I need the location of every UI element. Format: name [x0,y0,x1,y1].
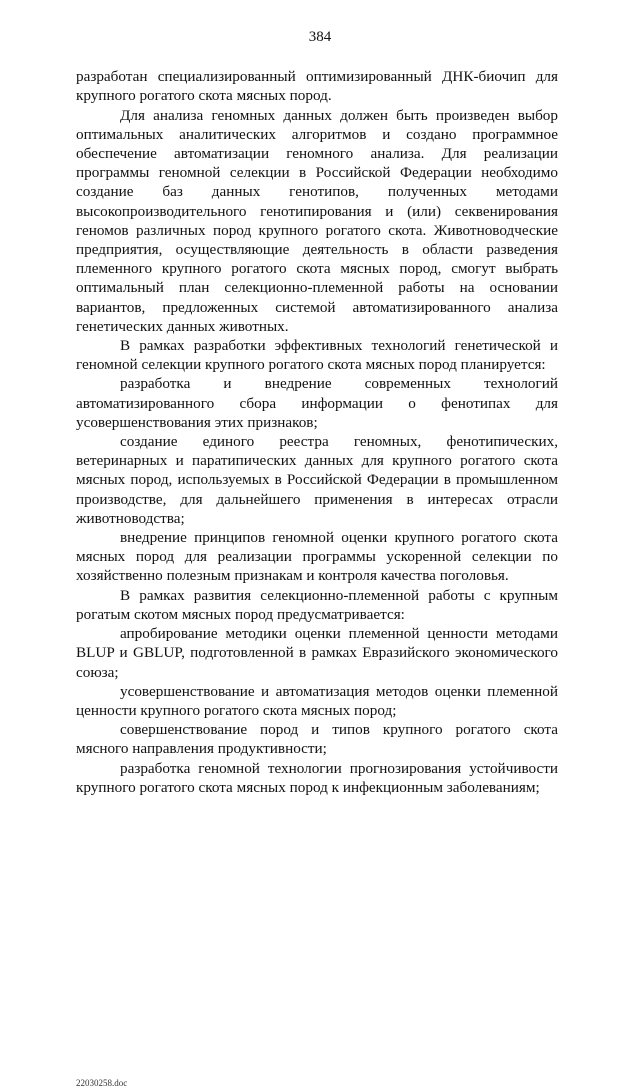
list-item: внедрение принципов геномной оценки крупного рогатого скота мясных пород для реализации программы ускоренной селекции по хозяйственно полезным признакам и контроля качества поголовья. [76,529,558,585]
list-item: разработка и внедрение современных технологий автоматизированного сбора информации о фенотипах для усовершенствования этих признаков; [76,375,558,431]
page-number: 384 [308,29,332,45]
paragraph: Для анализа геномных данных должен быть произведен выбор оптимальных аналитических алгоритмов и создано программное обеспечение автоматизации геномного анализа. Для реализации программы геномной селекции в Российской Федерации необходимо создание баз данных генотипов, полученных методами высокопроизводительного генотипирования и (или) секвенирования геномов различных пород крупного рогатого скота. Животноводческие предприятия, осуществляющие деятельность в области разведения племенного крупного рогатого скота мясных пород, смогут выбрать оптимальный план селекционно-племенной работы на основании вариантов, предложенных системой автоматизированного анализа генетических данных животных. [76,106,558,335]
paragraph: В рамках развития селекционно-племенной работы с крупным рогатым скотом мясных пород предусматривается: [76,586,558,623]
document-page [0,28,640,1088]
list-item: разработка геномной технологии прогнозирования устойчивости крупного рогатого скота мясных пород к инфекционным заболеваниям; [76,759,558,796]
list-item: апробирование методики оценки племенной ценности методами BLUP и GBLUP, подготовленной в рамках Евразийского экономического союза; [76,625,558,681]
list-item: усовершенствование и автоматизация методов оценки племенной ценности крупного рогатого скота мясных пород; [76,682,558,719]
list-item: создание единого реестра геномных, фенотипических, ветеринарных и паратипических данных для крупного рогатого скота мясных пород, используемых в Российской Федерации в промышленном производстве, для дальнейшего применения в интересах отрасли животноводства; [76,433,558,527]
file-name: 22030258.doc [76,1077,128,1088]
body-text [0,67,640,797]
paragraph: В рамках разработки эффективных технологий генетической и геномной селекции крупного рогатого скота мясных пород планируется: [76,337,558,374]
list-item: совершенствование пород и типов крупного рогатого скота мясного направления продуктивности; [76,721,558,758]
paragraph: разработан специализированный оптимизированный ДНК-биочип для крупного рогатого скота мясных пород. [76,68,558,105]
